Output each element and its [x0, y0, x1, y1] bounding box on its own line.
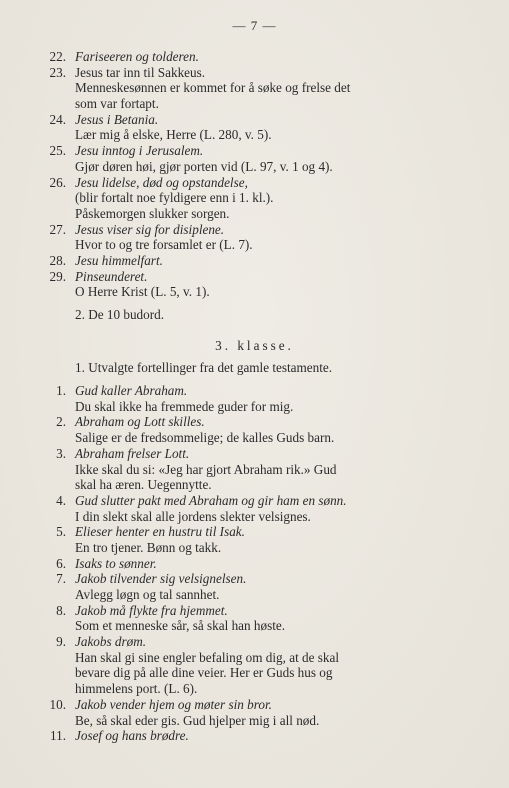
- lesson-line: [0, 540, 509, 556]
- lesson-title: Abraham frelser Lott.: [75, 445, 190, 461]
- lesson-line: [0, 284, 509, 300]
- lesson-number: 6.: [56, 555, 66, 571]
- lesson-text: (blir fortalt noe fyldigere enn i 1. kl.).: [75, 190, 274, 206]
- lesson-number: 4.: [56, 492, 66, 508]
- lesson-line: [0, 477, 509, 493]
- lesson-title: Jakobs drøm.: [75, 634, 147, 650]
- section-heading: 1. Utvalgte fortellinger fra det gamle testamente.: [75, 360, 333, 376]
- lesson-entry: [0, 603, 509, 619]
- lesson-line: [0, 190, 509, 206]
- lesson-title: Jesu inntog i Jerusalem.: [75, 143, 204, 159]
- lesson-title: Gud kaller Abraham.: [75, 383, 188, 399]
- class-heading-line: [0, 338, 509, 354]
- lesson-entry: [0, 49, 509, 65]
- lesson-text: Som et menneske sår, så skal han høste.: [75, 618, 286, 634]
- lesson-line: [0, 618, 509, 634]
- lesson-line: [0, 237, 509, 253]
- lesson-text: Avlegg løgn og tal sannhet.: [75, 587, 220, 602]
- lesson-text: Lær mig å elske, Herre (L. 280, v. 5).: [75, 127, 272, 143]
- lesson-line: [0, 462, 509, 478]
- lesson-title: Pinseunderet.: [75, 268, 148, 284]
- lesson-line: [0, 681, 509, 697]
- lesson-text: som var fortapt.: [75, 96, 159, 112]
- lesson-text: I din slekt skal alle jordens slekter velsignes.: [75, 508, 311, 524]
- ten-commandments-line: [0, 307, 509, 323]
- lesson-text: Gjør døren høi, gjør porten vid (L. 97, v. 1 og 4).: [75, 158, 333, 174]
- lesson-number: 3.: [56, 445, 66, 461]
- upper-lesson-list: [0, 49, 509, 300]
- lesson-line: [0, 80, 509, 96]
- lesson-entry: [0, 175, 509, 191]
- lesson-text: Du skal ikke ha fremmede guder for mig.: [75, 398, 294, 414]
- lesson-line: [0, 399, 509, 415]
- lesson-text: himmelens port. (L. 6).: [75, 681, 198, 697]
- lesson-number: 26.: [49, 174, 66, 190]
- lesson-entry: [0, 414, 509, 430]
- lesson-entry: [0, 65, 509, 81]
- lesson-text: Ikke skal du si: «Jeg har gjort Abraham rik.» Gud: [75, 461, 337, 477]
- lesson-number: 28.: [49, 252, 66, 268]
- lesson-entry: [0, 697, 509, 713]
- page-number: — 7 —: [232, 18, 277, 33]
- lesson-number: 9.: [56, 634, 66, 650]
- lesson-number: 25.: [49, 143, 66, 159]
- lesson-line: [0, 587, 509, 603]
- lesson-entry: [0, 143, 509, 159]
- lesson-text: En tro tjener. Bønn og takk.: [75, 539, 222, 555]
- lesson-number: 8.: [56, 602, 66, 618]
- lesson-title: Jakob vender hjem og møter sin bror.: [75, 696, 272, 712]
- lesson-line: [0, 665, 509, 681]
- lesson-title: Elieser henter en hustru til Isak.: [75, 524, 245, 540]
- lesson-title: Josef og hans brødre.: [75, 728, 189, 744]
- lesson-text: Hvor to og tre forsamlet er (L. 7).: [75, 237, 253, 253]
- lesson-entry: [0, 446, 509, 462]
- lesson-text: Menneskesønnen er kommet for å søke og frelse det: [75, 80, 351, 96]
- lesson-number: 24.: [49, 111, 66, 127]
- lesson-number: 7.: [56, 571, 66, 587]
- page-content: [0, 49, 509, 744]
- lesson-line: [0, 159, 509, 175]
- lesson-line: [0, 127, 509, 143]
- lesson-entry: [0, 634, 509, 650]
- lesson-title: Fariseeren og tolderen.: [75, 49, 199, 64]
- lesson-title: Isaks to sønner.: [75, 555, 157, 571]
- lesson-text: skal ha æren. Uegennytte.: [75, 477, 212, 493]
- lesson-line: [0, 430, 509, 446]
- lesson-text: O Herre Krist (L. 5, v. 1).: [75, 284, 210, 300]
- lesson-text: Be, så skal eder gis. Gud hjelper mig i all nød.: [75, 712, 320, 728]
- lesson-text: Salige er de fredsommelige; de kalles Guds barn.: [75, 430, 335, 446]
- lesson-text: Han skal gi sine engler befaling om dig, at de skal: [75, 649, 340, 665]
- lesson-entry: [0, 571, 509, 587]
- lesson-title: Abraham og Lott skilles.: [75, 414, 205, 430]
- lesson-text: bevare dig på alle dine veier. Her er Guds hus og: [75, 665, 333, 681]
- lesson-text: Jesus tar inn til Sakkeus.: [75, 64, 206, 80]
- lesson-title: Jesu lidelse, død og opstandelse,: [75, 174, 248, 190]
- lesson-title: Jakob må flykte fra hjemmet.: [75, 602, 228, 618]
- lesson-text: Påskemorgen slukker sorgen.: [75, 205, 230, 221]
- lesson-number: 5.: [56, 524, 66, 540]
- lesson-line: [0, 650, 509, 666]
- lesson-number: 10.: [49, 696, 66, 712]
- lesson-line: [0, 713, 509, 729]
- lesson-entry: [0, 524, 509, 540]
- lesson-entry: [0, 728, 509, 744]
- lesson-number: 23.: [49, 64, 66, 80]
- lesson-title: Gud slutter pakt med Abraham og gir ham en sønn.: [75, 492, 347, 508]
- lesson-title: Jesus i Betania.: [75, 111, 159, 127]
- lesson-number: 2.: [56, 414, 66, 430]
- lesson-entry: [0, 269, 509, 285]
- lesson-line: [0, 206, 509, 222]
- lesson-entry: [0, 383, 509, 399]
- lesson-line: [0, 96, 509, 112]
- class-heading: 3. klasse.: [215, 337, 294, 353]
- lesson-number: 27.: [49, 221, 66, 237]
- lesson-entry: [0, 222, 509, 238]
- lower-lesson-list: [0, 383, 509, 744]
- lesson-entry: [0, 253, 509, 269]
- lesson-entry: [0, 556, 509, 572]
- lesson-number: 22.: [49, 49, 66, 64]
- lesson-number: 29.: [49, 268, 66, 284]
- lesson-number: 1.: [56, 383, 66, 399]
- ten-commandments-text: 2. De 10 budord.: [75, 307, 165, 322]
- lesson-number: 11.: [50, 728, 66, 744]
- lesson-entry: [0, 493, 509, 509]
- lesson-title: Jesus viser sig for disiplene.: [75, 221, 225, 237]
- lesson-title: Jesu himmelfart.: [75, 252, 163, 268]
- lesson-title: Jakob tilvender sig velsignelsen.: [75, 571, 247, 587]
- section-heading-line: [0, 360, 509, 376]
- lesson-entry: [0, 112, 509, 128]
- lesson-line: [0, 509, 509, 525]
